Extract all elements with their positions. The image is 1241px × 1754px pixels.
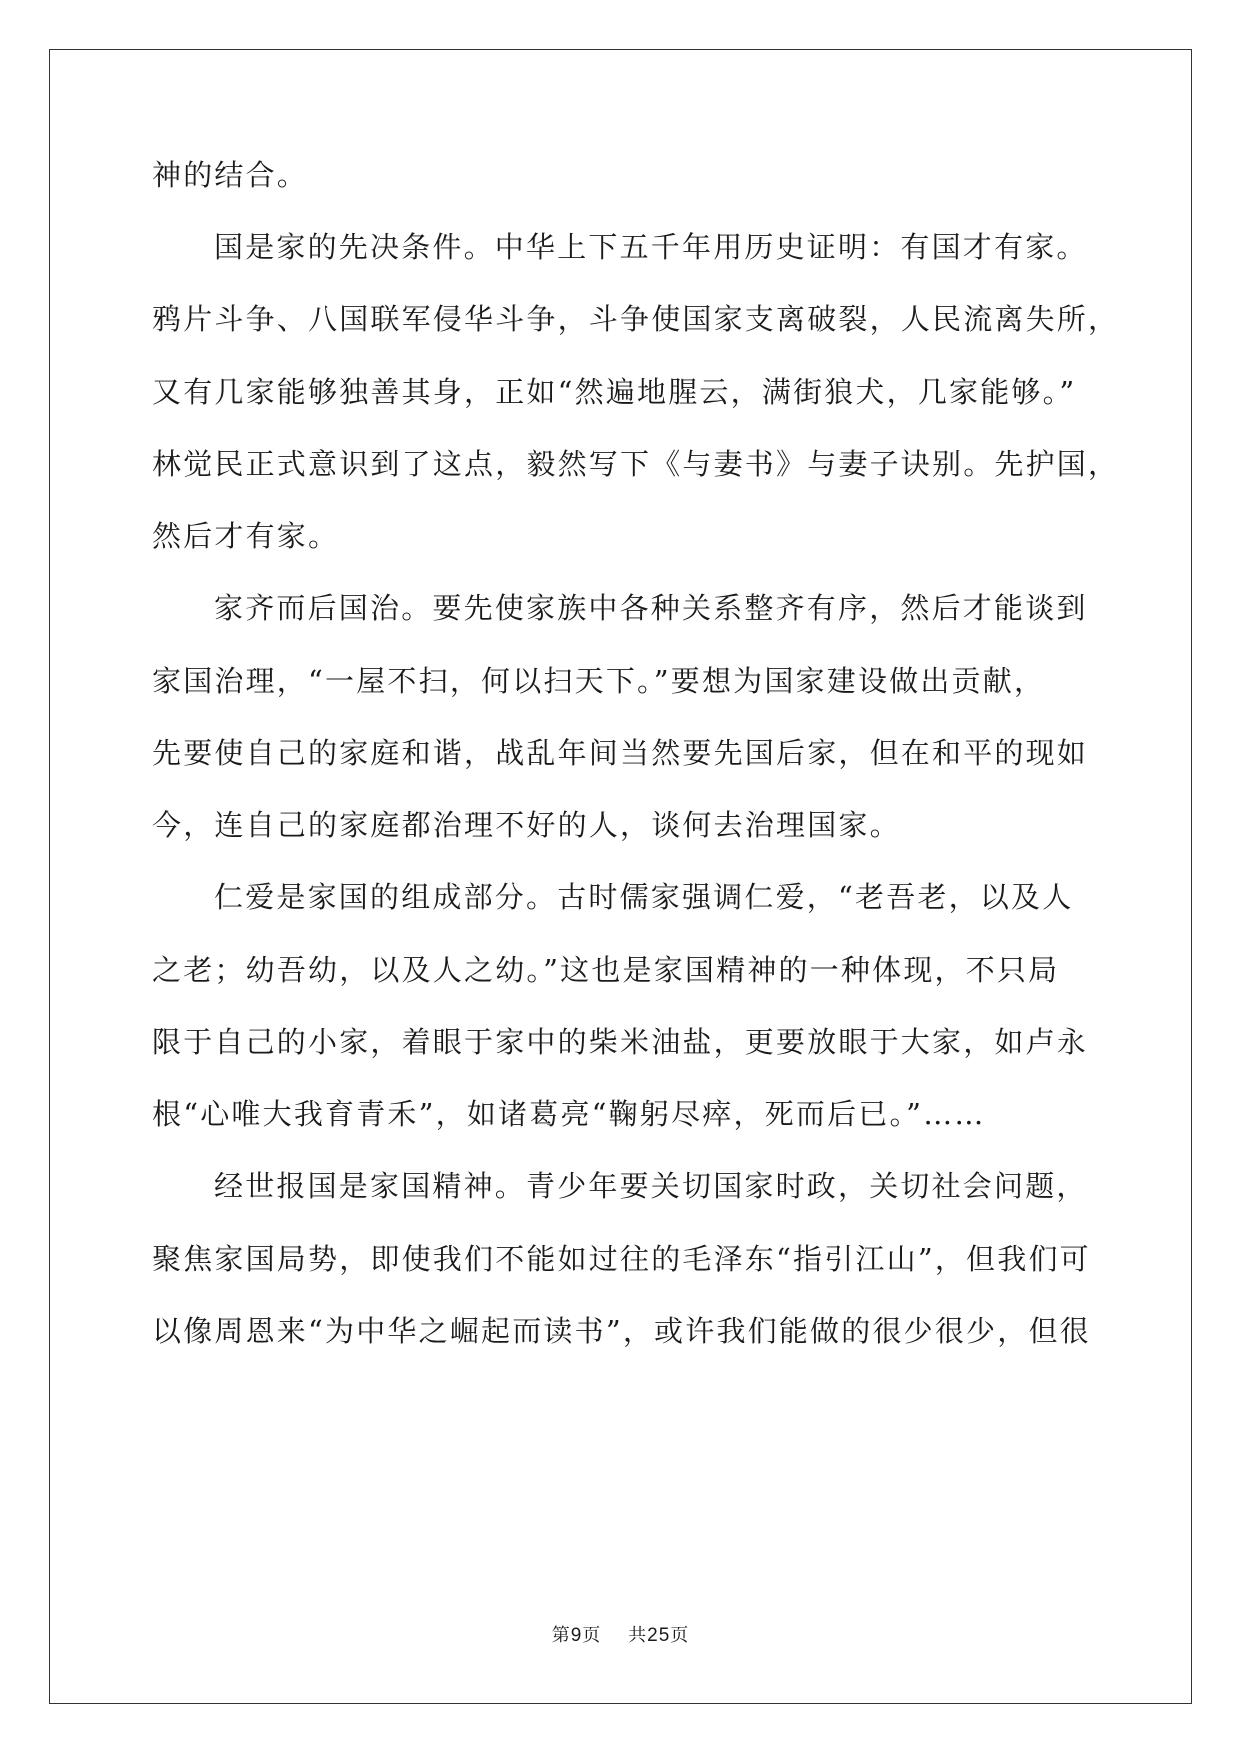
text-line: 限于自己的小家，着眼于家中的柴米油盐，更要放眼于大家，如卢永 xyxy=(152,1025,1089,1059)
footer-page-suffix: 页 xyxy=(582,1625,602,1646)
footer-total-prefix: 共 xyxy=(628,1625,648,1646)
total-page-count: 25 xyxy=(647,1625,671,1646)
text-line: 又有几家能够独善其身，正如“然遍地腥云，满街狼犬，几家能够。” xyxy=(152,375,1077,409)
text-line: 之老；幼吾幼，以及人之幼。”这也是家国精神的一种体现，不只局 xyxy=(152,953,1060,987)
text-line: 林觉民正式意识到了这点，毅然写下《与妻书》与妻子诀别。先护国， xyxy=(152,447,1120,481)
text-line: 今，连自己的家庭都治理不好的人，谈何去治理国家。 xyxy=(152,808,901,842)
text-line: 根“心唯大我育青禾”，如诸葛亮“鞠躬尽瘁，死而后已。”…… xyxy=(152,1097,986,1131)
current-page-number: 9 xyxy=(570,1625,583,1646)
paragraph-start-line: 经世报国是家国精神。青少年要关切国家时政，关切社会问题， xyxy=(214,1169,1088,1203)
paragraph-start-line: 国是家的先决条件。中华上下五千年用历史证明：有国才有家。 xyxy=(214,230,1088,264)
text-line: 鸦片斗争、八国联军侵华斗争，斗争使国家支离破裂，人民流离失所， xyxy=(152,302,1120,336)
footer-total-suffix: 页 xyxy=(670,1625,690,1646)
text-line: 家国治理，“一屋不扫，何以扫天下。”要想为国家建设做出贡献， xyxy=(152,664,1046,698)
footer-prefix: 第 xyxy=(551,1625,571,1646)
text-line: 先要使自己的家庭和谐，战乱年间当然要先国后家，但在和平的现如 xyxy=(152,736,1089,770)
text-line: 然后才有家。 xyxy=(152,519,340,553)
page-footer xyxy=(0,1624,1241,1648)
text-line: 神的结合。 xyxy=(152,158,309,192)
paragraph-start-line: 家齐而后国治。要先使家族中各种关系整齐有序，然后才能谈到 xyxy=(214,591,1088,625)
paragraph-start-line: 仁爱是家国的组成部分。古时儒家强调仁爱，“老吾老，以及人 xyxy=(214,880,1074,914)
text-line: 聚焦家国局势，即使我们不能如过往的毛泽东“指引江山”，但我们可 xyxy=(152,1242,1091,1276)
text-line: 以像周恩来“为中华之崛起而读书”，或许我们能做的很少很少，但很 xyxy=(152,1314,1091,1348)
